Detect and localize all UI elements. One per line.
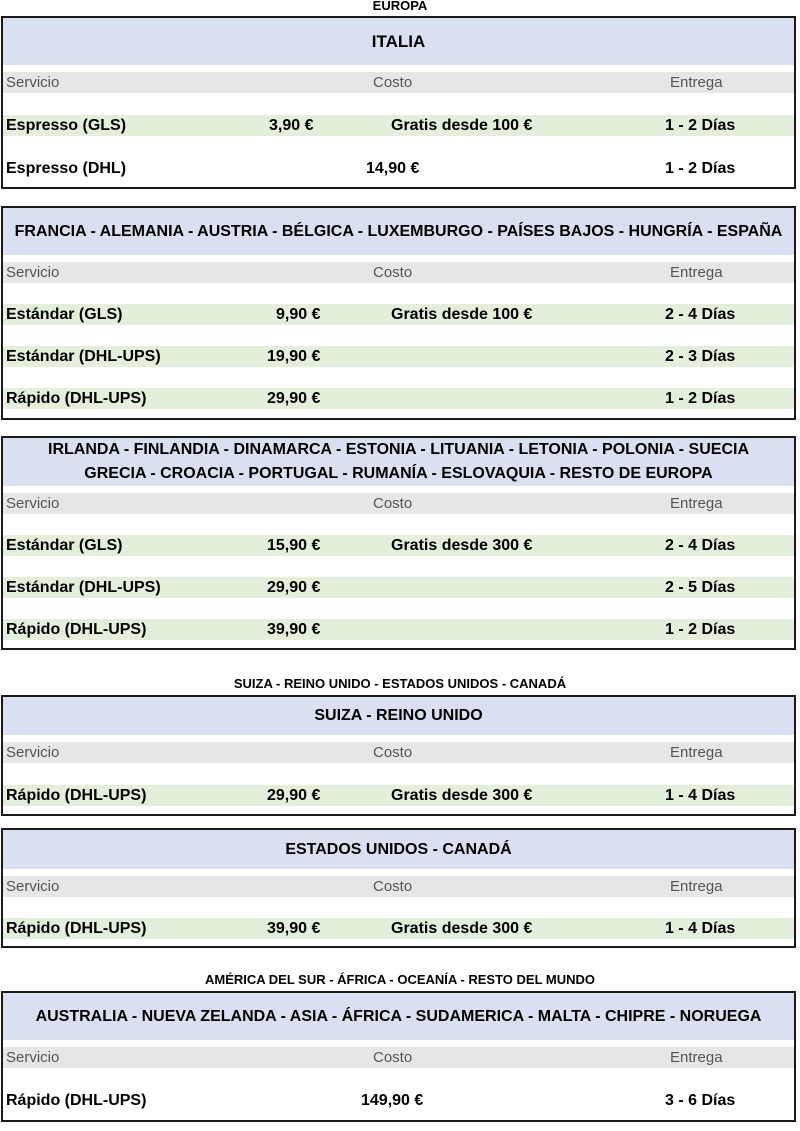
table-row	[3, 304, 794, 325]
delivery-time: 1 - 2 Días	[665, 621, 736, 638]
service-name: Rápido (DHL-UPS)	[6, 390, 147, 407]
service-name: Estándar (DHL-UPS)	[6, 579, 161, 596]
column-header-row	[3, 742, 794, 763]
table-row	[3, 346, 794, 367]
column-costo: Costo	[373, 495, 413, 512]
service-name: Rápido (DHL-UPS)	[6, 787, 147, 804]
service-price: 29,90 €	[267, 787, 321, 804]
service-price: 14,90 €	[366, 160, 420, 177]
table-row	[3, 918, 794, 939]
shipping-table-suiza	[1, 695, 796, 816]
service-name: Rápido (DHL-UPS)	[6, 920, 147, 937]
section-heading-europa: EUROPA	[372, 0, 428, 13]
column-servicio: Servicio	[6, 495, 60, 512]
delivery-time: 3 - 6 Días	[665, 1092, 736, 1109]
service-name: Espresso (DHL)	[6, 160, 127, 177]
column-entrega: Entrega	[670, 74, 723, 91]
free-shipping-note: Gratis desde 300 €	[391, 787, 533, 804]
column-servicio: Servicio	[6, 878, 60, 895]
column-header-row	[3, 876, 794, 897]
table-row	[3, 1090, 794, 1111]
table-row	[3, 388, 794, 409]
section-heading-suiza-group: SUIZA - REINO UNIDO - ESTADOS UNIDOS - CANADÁ	[233, 676, 567, 691]
column-entrega: Entrega	[670, 878, 723, 895]
table-title-line: SUIZA - REINO UNIDO	[314, 707, 483, 724]
shipping-table-italia	[1, 16, 796, 189]
column-costo: Costo	[373, 74, 413, 91]
table-title-line: IRLANDA - FINLANDIA - DINAMARCA - ESTONIA - LITUANIA - LETONIA - POLONIA - SUECIA	[48, 441, 749, 458]
column-servicio: Servicio	[6, 1049, 60, 1066]
table-title	[3, 697, 794, 735]
free-shipping-note: Gratis desde 100 €	[391, 306, 533, 323]
column-costo: Costo	[373, 878, 413, 895]
table-title	[3, 830, 794, 869]
service-price: 149,90 €	[361, 1092, 424, 1109]
service-price: 19,90 €	[267, 348, 321, 365]
delivery-time: 2 - 4 Días	[665, 306, 736, 323]
delivery-time: 1 - 2 Días	[665, 160, 736, 177]
free-shipping-note: Gratis desde 300 €	[391, 920, 533, 937]
table-title	[3, 438, 794, 486]
section-heading-rest-group: AMÉRICA DEL SUR - ÁFRICA - OCEANÍA - RESTO DEL MUNDO	[204, 972, 595, 987]
delivery-time: 1 - 4 Días	[665, 920, 736, 937]
column-header-row	[3, 493, 794, 514]
service-price: 39,90 €	[267, 621, 321, 638]
table-row	[3, 158, 794, 179]
table-title-line: ITALIA	[371, 31, 426, 51]
service-name: Estándar (GLS)	[6, 306, 123, 323]
table-title	[3, 18, 794, 65]
column-servicio: Servicio	[6, 74, 60, 91]
table-row	[3, 535, 794, 556]
column-entrega: Entrega	[670, 1049, 723, 1066]
table-row	[3, 785, 794, 806]
service-name: Rápido (DHL-UPS)	[6, 621, 147, 638]
service-price: 39,90 €	[267, 920, 321, 937]
service-name: Espresso (GLS)	[6, 117, 127, 134]
service-name: Estándar (DHL-UPS)	[6, 348, 161, 365]
service-price: 15,90 €	[267, 537, 321, 554]
delivery-time: 2 - 4 Días	[665, 537, 736, 554]
service-price: 29,90 €	[267, 390, 321, 407]
shipping-table-francia-group	[1, 206, 796, 420]
free-shipping-note: Gratis desde 100 €	[391, 117, 533, 134]
free-shipping-note: Gratis desde 300 €	[391, 537, 533, 554]
delivery-time: 1 - 2 Días	[665, 390, 736, 407]
table-row	[3, 115, 794, 136]
table-title	[3, 993, 794, 1040]
table-title-line: ESTADOS UNIDOS - CANADÁ	[285, 840, 512, 858]
column-servicio: Servicio	[6, 744, 60, 761]
column-header-row	[3, 262, 794, 283]
column-entrega: Entrega	[670, 495, 723, 512]
column-header-row	[3, 72, 794, 93]
column-header-row	[3, 1047, 794, 1068]
service-price: 29,90 €	[267, 579, 321, 596]
column-entrega: Entrega	[670, 264, 723, 281]
delivery-time: 1 - 4 Días	[665, 787, 736, 804]
service-price: 9,90 €	[276, 306, 321, 323]
table-row	[3, 577, 794, 598]
table-title-line: GRECIA - CROACIA - PORTUGAL - RUMANÍA - ESLOVAQUIA - RESTO DE EUROPA	[84, 465, 713, 482]
table-title-line: FRANCIA - ALEMANIA - AUSTRIA - BÉLGICA - LUXEMBURGO - PAÍSES BAJOS - HUNGRÍA - ESPAÑA	[14, 222, 783, 240]
shipping-table-irlanda-group	[1, 436, 796, 650]
service-name: Rápido (DHL-UPS)	[6, 1092, 147, 1109]
delivery-time: 1 - 2 Días	[665, 117, 736, 134]
table-row	[3, 619, 794, 640]
column-servicio: Servicio	[6, 264, 60, 281]
service-price: 3,90 €	[269, 117, 314, 134]
column-entrega: Entrega	[670, 744, 723, 761]
shipping-table-australia-group	[1, 991, 796, 1122]
delivery-time: 2 - 5 Días	[665, 579, 736, 596]
service-name: Estándar (GLS)	[6, 537, 123, 554]
column-costo: Costo	[373, 1049, 413, 1066]
table-title-line: AUSTRALIA - NUEVA ZELANDA - ASIA - ÁFRICA - SUDAMERICA - MALTA - CHIPRE - NORUEGA	[35, 1007, 762, 1025]
table-title	[3, 208, 794, 255]
delivery-time: 2 - 3 Días	[665, 348, 736, 365]
column-costo: Costo	[373, 264, 413, 281]
shipping-table-usa-canada	[1, 828, 796, 948]
column-costo: Costo	[373, 744, 413, 761]
